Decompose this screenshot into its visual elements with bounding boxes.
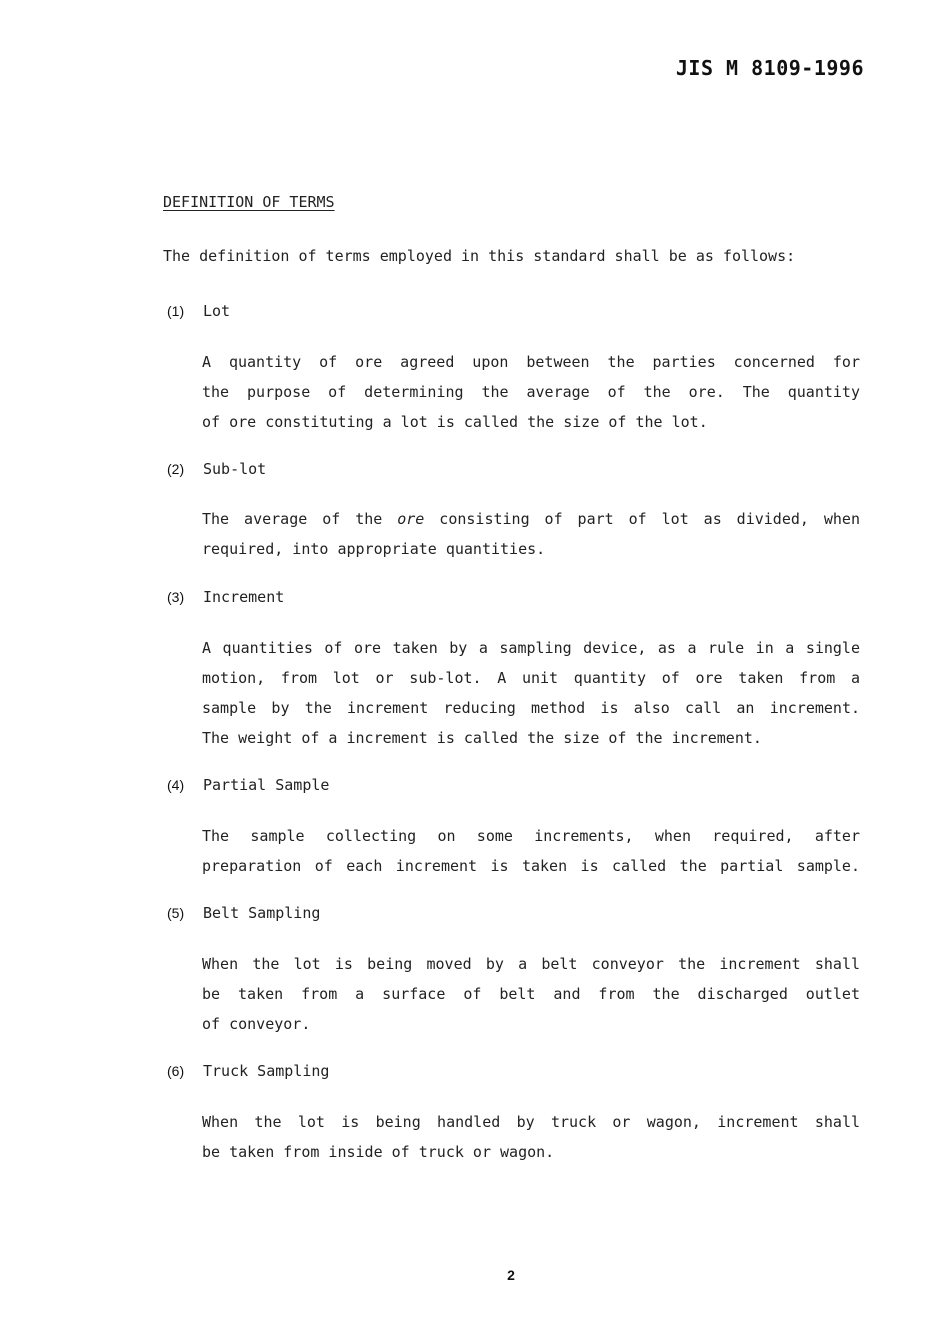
term-number: (1) bbox=[167, 303, 185, 319]
term-number: (2) bbox=[167, 461, 185, 477]
term-heading bbox=[163, 776, 863, 796]
definition-line: When the lot is being moved by a belt conveyor the increment shall bbox=[202, 955, 860, 973]
section-intro: The definition of terms employed in this standard shall be as follows: bbox=[163, 247, 796, 265]
term-lot bbox=[163, 302, 863, 437]
definition-line: The sample collecting on some increments, when required, after bbox=[202, 827, 860, 845]
definition-line: preparation of each increment is taken is called the partial sample. bbox=[202, 857, 860, 875]
term-heading bbox=[163, 1062, 863, 1082]
term-definition bbox=[202, 633, 860, 753]
term-definition bbox=[202, 504, 860, 564]
document-id: JIS M 8109-1996 bbox=[675, 56, 864, 80]
term-number: (6) bbox=[167, 1063, 185, 1079]
term-definition bbox=[202, 949, 860, 1039]
term-heading bbox=[163, 588, 863, 608]
definition-line: When the lot is being handled by truck or wagon, increment shall bbox=[202, 1113, 860, 1131]
definition-line: The average of the ore consisting of part of lot as divided, when bbox=[202, 510, 860, 528]
definition-line: be taken from inside of truck or wagon. bbox=[202, 1143, 555, 1161]
term-number: (3) bbox=[167, 589, 185, 605]
definition-line: A quantities of ore taken by a sampling device, as a rule in a single bbox=[202, 639, 860, 657]
definition-line: of conveyor. bbox=[202, 1015, 311, 1033]
term-name: Belt Sampling bbox=[203, 904, 321, 922]
term-definition bbox=[202, 1107, 860, 1167]
page-number: 2 bbox=[507, 1267, 515, 1283]
definition-line: the purpose of determining the average of the ore. The quantity bbox=[202, 383, 860, 401]
term-definition bbox=[202, 821, 860, 881]
term-name: Sub-lot bbox=[203, 460, 267, 478]
term-truck-sampling bbox=[163, 1062, 863, 1167]
term-name: Increment bbox=[203, 588, 285, 606]
term-belt-sampling bbox=[163, 904, 863, 1039]
term-sub-lot bbox=[163, 460, 863, 564]
term-number: (4) bbox=[167, 777, 185, 793]
definition-line: required, into appropriate quantities. bbox=[202, 540, 546, 558]
term-heading bbox=[163, 904, 863, 924]
term-increment bbox=[163, 588, 863, 753]
emphasized-word: ore bbox=[397, 510, 425, 528]
term-partial-sample bbox=[163, 776, 863, 881]
term-name: Partial Sample bbox=[203, 776, 330, 794]
term-definition bbox=[202, 347, 860, 437]
definition-line: The weight of a increment is called the size of the increment. bbox=[202, 729, 762, 747]
term-heading bbox=[163, 460, 863, 480]
definition-line: A quantity of ore agreed upon between the parties concerned for bbox=[202, 353, 860, 371]
term-name: Truck Sampling bbox=[203, 1062, 330, 1080]
definition-line: sample by the increment reducing method is also call an increment. bbox=[202, 699, 860, 717]
definition-line: be taken from a surface of belt and from the discharged outlet bbox=[202, 985, 860, 1003]
term-heading bbox=[163, 302, 863, 322]
section-title: DEFINITION OF TERMS bbox=[163, 193, 335, 211]
term-number: (5) bbox=[167, 905, 185, 921]
definition-line: motion, from lot or sub-lot. A unit quantity of ore taken from a bbox=[202, 669, 860, 687]
term-name: Lot bbox=[203, 302, 231, 320]
definition-line: of ore constituting a lot is called the size of the lot. bbox=[202, 413, 708, 431]
